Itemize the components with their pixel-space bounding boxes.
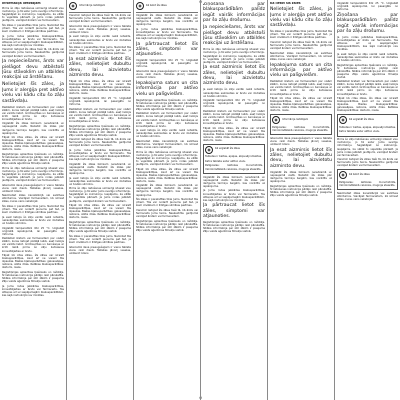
header-text: Informācija lietotājam (282, 117, 309, 121)
paragraph: Uzglabāt temperatūrā līdz 25 °C. Uzglabāt oriģinālā iepakojumā, lai pasargātu no mitruma. (2, 226, 64, 236)
large-paragraph: Nelietojiet šīs zāles, ja Jums ir alerģija pret aktīvo vielu vai kādu citu šo zāļu sastāvdaļu. (270, 7, 332, 29)
paragraph: Pastāstiet ārstam vai farmaceitam par visām zālēm, kuras lietojat pēdējā laikā, esat lietojis vai varētu lietot. Grūtniecības un barošanas ar krūti laikā pirms šo zāļu lietošanas konsultējieties ar ārstu. (337, 80, 398, 96)
paragraph: Pastāstiet ārstam vai farmaceitam par visām zālēm, kuras lietojat pēdējā laikā, esat lietojis vai varētu lietot. Grūtniecības un barošanas ar krūti laikā pirms šo zāļu lietošanas konsultējieties ar ārstu. (203, 109, 265, 126)
large-paragraph: Ja pārtraucat lietot šīs zāles, simptomi var atjaunoties. (203, 203, 265, 220)
note: Palīgvielas: laktozes monohidrāts, mikrokristāliskā celuloze, magnija stearāts. (205, 164, 263, 171)
logo-icon (339, 116, 347, 124)
paragraph: Vienmēr lietojiet šīs zāles tieši tā, kā ārsts vai farmaceits Jums teicis. Neskaidrību gadījumā vaicājiet ārstam vai farmaceitam. (337, 158, 398, 168)
logo-icon (339, 171, 347, 179)
text-column-6 (337, 2, 398, 398)
paragraph: Pirms šo zāļu lietošanas uzmanīgi izlasiet visu instrukciju, jo tā satur Jums svarīgu informāciju. Saglabājiet šo instrukciju. Iespējams, ka vēlāk to vajadzēs pārlasīt. Ja Jums rodas jebkādi jautājumi, vaicājiet ārstam vai farmaceitam. (337, 138, 398, 157)
header-text: Kā uzglabāt šīs zāles (215, 147, 240, 151)
paragraph: Tāpat kā citas zāles, šīs zāles var izraisīt blakusparādības, kaut arī ne visiem tās izpaužas. Biežas blakusparādības: galvassāpes, reibonis, slikta dūša. Retākas blakusparādības: izsitumi, nieze. (69, 204, 131, 220)
paragraph: Reģistrācijas apliecības īpašnieks un ražotājs. Šī lietošanas instrukcija pēdējo reizi pārskatīta. Sīkāka informācija par šīm zālēm ir pieejama Zāļu valsts aģentūras tīmekļa vietnē. (69, 124, 131, 137)
column-divider (334, 0, 335, 400)
text-column-3 (136, 2, 198, 398)
text-column-2 (69, 2, 131, 398)
text-column-5 (270, 2, 332, 398)
paragraph: Ieteicamā deva pieaugušajiem ir viena tablete vienu reizi dienā. Tabletes jānorij veselas, uzdzerot ūdeni. (69, 24, 131, 34)
paragraph: Uzglabāt šīs zāles bērniem neredzamā un nepieejamā vietā. Nelietot šīs zāles pēc derīguma termiņa beigām, kas norādīts uz iepakojuma. (270, 170, 332, 183)
paragraph: Uzglabāt temperatūrā līdz 25 °C. Uzglabāt oriģinālā iepakojumā, lai pasargātu no mitruma. (69, 96, 131, 107)
info-box (270, 114, 332, 135)
column-divider (200, 0, 201, 400)
paragraph: Neizmetiet zāles kanalizācijā vai sadzīves atkritumos. Vaicājiet farmaceitam, kā izmest zāles, kuras vairs nelietojat. (2, 194, 64, 204)
paragraph: Reģistrācijas apliecības īpašnieks un ražotājs. Šī lietošanas instrukcija pēdējo reizi pārskatīta. Sīkāka informācija par šīm zālēm ir pieejama Zāļu valsts aģentūras tīmekļa vietnē. (203, 221, 265, 234)
header-text: Kā uzglabāt šīs zāles (349, 117, 374, 121)
paragraph: Ieteicamā deva pieaugušajiem ir viena tablete vienu reizi dienā. Tabletes jānorij veselas, uzdzerot ūdeni. (2, 183, 64, 193)
rule (136, 12, 198, 13)
paragraph: Reģistrācijas apliecības īpašnieks un ražotājs. Šī lietošanas instrukcija pēdējo reizi pārskatīta. Sīkāka informācija par šīm zālēm ir pieejama Zāļu valsts aģentūras tīmekļa vietnē. (337, 63, 398, 79)
paragraph: Šīs zāles ir parakstītas tikai Jums. Nedodiet tās citiem. Tās var nodarīt ļaunumu pat tad, ja šiem cilvēkiem ir līdzīgas slimības pazīmes. (270, 30, 332, 40)
paragraph: Reģistrācijas apliecības īpašnieks un ražotājs. Šī lietošanas instrukcija pēdējo reizi pārskatīta. Sīkāka informācija par šīm zālēm ir pieejama Zāļu valsts aģentūras tīmekļa vietnē. (2, 153, 64, 166)
paragraph: Uzglabāt šīs zāles bērniem neredzamā un nepieejamā vietā. Nelietot šīs zāles pēc derīguma termiņa beigām, kas norādīts uz iepakojuma. (2, 122, 64, 135)
paragraph: Pirms šo zāļu lietošanas uzmanīgi izlasiet visu instrukciju, jo tā satur Jums svarīgu informāciju. Saglabājiet šo instrukciju. Iespējams, ka vēlāk to vajadzēs pārlasīt. Ja Jums rodas jebkādi jautājumi, vaicājiet ārstam vai farmaceitam. (136, 150, 198, 166)
paragraph: Ja Jums rodas jebkādas blakusparādības, konsultējieties ar ārstu vai farmaceitu. Tas attiecas arī uz iespējamajām blakusparādībām, kas šajā instrukcijā nav minētas. (2, 284, 64, 297)
paragraph: Šīs zāles ir parakstītas tikai Jums. Nedodiet tās citiem. Tās var nodarīt ļaunumu pat tad, ja šiem cilvēkiem ir līdzīgas slimības pazīmes. (69, 46, 131, 56)
paragraph: Reģistrācijas apliecības īpašnieks un ražotājs. Šī lietošanas instrukcija pēdējo reizi pārskatīta. Sīkāka informācija par šīm zālēm ir pieejama Zāļu valsts aģentūras tīmekļa vietnē. (136, 219, 198, 232)
paragraph: Ja Jums rodas jebkādas blakusparādības, konsultējieties ar ārstu vai farmaceitu. Tas attiecas arī uz iespējamajām blakusparādībām, kas šajā instrukcijā nav minētas. (203, 189, 265, 202)
rule (69, 12, 131, 13)
paragraph: Pastāstiet ārstam vai farmaceitam par visām zālēm, kuras lietojat pēdējā laikā, esat lietojis vai varētu lietot. Grūtniecības un barošanas ar krūti laikā pirms šo zāļu lietošanas konsultējieties ar ārstu. (136, 112, 198, 128)
paragraph: Tāpat kā citas zāles, šīs zāles var izraisīt blakusparādības, kaut arī ne visiem tās izpaužas. Biežas blakusparādības: galvassāpes, reibonis, slikta dūša. Retākas blakusparādības: izsitumi, nieze. (136, 167, 198, 183)
paragraph: Uzglabāt temperatūrā līdz 25 °C. Uzglabāt oriģinālā iepakojumā, lai pasargātu no mitruma. (136, 59, 198, 69)
header-text: Kā lietot šīs zāles (146, 3, 167, 7)
column-divider (267, 0, 268, 400)
paragraph: Ja esat lietojis šo zāļu vairāk nekā noteikts, nekavējoties sazinieties ar ārstu vai dodieties uz tuvāko slimnīcu. (136, 129, 198, 139)
large-paragraph: Iepakojuma saturs un cita informācija par aktīvo vielu un palīgvielām. (136, 80, 198, 97)
paragraph: Vienmēr lietojiet šīs zāles tieši tā, kā ārsts vai farmaceits Jums teicis. Neskaidrību gadījumā vaicājiet ārstam vai farmaceitam. (69, 138, 131, 148)
paragraph: Vienmēr lietojiet šīs zāles tieši tā, kā ārsts vai farmaceits Jums teicis. Neskaidrību gadījumā vaicājiet ārstam vai farmaceitam. (270, 41, 332, 51)
paragraph: Uzglabāt šīs zāles bērniem neredzamā un nepieejamā vietā. Nelietot šīs zāles pēc derīguma termiņa beigām, kas norādīts uz iepakojuma. (136, 13, 198, 27)
text-column-1 (2, 2, 64, 398)
logo-icon (136, 2, 144, 10)
large-paragraph: Ja esat aizmirsis lietot šīs zāles, nelietojiet dubultu devu, lai aizvietotu aizmirsto devu. (69, 56, 131, 79)
paragraph: Pastāstiet ārstam vai farmaceitam par visām zālēm, kuras lietojat pēdējā laikā, esat lietojis vai varētu lietot. Grūtniecības un barošanas ar krūti laikā pirms šo zāļu lietošanas konsultējieties ar ārstu. (69, 107, 131, 123)
header-row (205, 146, 263, 154)
large-paragraph: Nelietojiet šīs zāles, ja Jums ir alerģija pret aktīvo vielu vai kādu citu šo zāļu sastāvdaļu. (2, 82, 64, 104)
paragraph: Neizmetiet zāles kanalizācijā vai sadzīves atkritumos. Vaicājiet farmaceitam, kā izmest zāles, kuras vairs nelietojat. (337, 191, 398, 201)
note: Tabletes ir baltas, apaļas, abpusēji izliektas. (339, 125, 396, 129)
paragraph: Ja esat lietojis šo zāļu vairāk nekā noteikts, nekavējoties sazinieties ar ārstu vai dodieties uz tuvāko slimnīcu. (2, 215, 64, 225)
section-heading: Informācija lietotājam (2, 2, 41, 5)
paragraph: Pastāstiet ārstam vai farmaceitam par visām zālēm, kuras lietojat pēdējā laikā, esat lietojis vai varētu lietot. Grūtniecības un barošanas ar krūti laikā pirms šo zāļu lietošanas konsultējieties ar ārstu. (2, 237, 64, 253)
paragraph: Pastāstiet ārstam vai farmaceitam par visām zālēm, kuras lietojat pēdējā laikā, esat lietojis vai varētu lietot. Grūtniecības un barošanas ar krūti laikā pirms šo zāļu lietošanas konsultējieties ar ārstu. (270, 80, 332, 96)
registration-mark-top: ⊕ (198, 0, 203, 4)
registration-mark-bottom: ⊕ (198, 395, 203, 400)
logo-icon (272, 116, 280, 124)
large-paragraph: Ziņošana par blakusparādībām palīdz iegūt vairāk informācijas par šo zāļu drošumu. (203, 2, 265, 24)
info-box (337, 169, 398, 190)
paragraph: Ja Jums rodas jebkādas blakusparādības, konsultējieties ar ārstu vai farmaceitu. Tas attiecas arī uz iespējamajām blakusparādībām, kas šajā instrukcijā nav minētas. (136, 27, 198, 40)
paragraph: Ja Jums rodas jebkādas blakusparādības, konsultējieties ar ārstu vai farmaceitu. Tas attiecas arī uz iespējamajām blakusparādībām, kas šajā instrukcijā nav minētas. (337, 35, 398, 52)
large-paragraph: Ja esat aizmirsis lietot šīs zāles, nelietojiet dubultu devu, lai aizvietotu aizmirsto devu. (203, 65, 265, 87)
paragraph: Uzglabāt šīs zāles bērniem neredzamā un nepieejamā vietā. Nelietot šīs zāles pēc derīguma termiņa beigām, kas norādīts uz iepakojuma. (203, 175, 265, 188)
paragraph: Pirms šo zāļu lietošanas uzmanīgi izlasiet visu instrukciju, jo tā satur Jums svarīgu informāciju. Saglabājiet šo instrukciju. Iespējams, ka vēlāk to vajadzēs pārlasīt. Ja Jums rodas jebkādi jautājumi, vaicājiet ārstam vai farmaceitam. (2, 7, 64, 23)
paragraph: Vienmēr lietojiet šīs zāles tieši tā, kā ārsts vai farmaceits Jums teicis. Neskaidrību gadījumā vaicājiet ārstam vai farmaceitam. (69, 13, 131, 24)
info-box (337, 114, 398, 137)
note: Tabletes ir baltas, apaļas, abpusēji izliektas. (205, 155, 262, 159)
header-row (272, 116, 330, 124)
paragraph: Ieteicamā deva pieaugušajiem ir viena tablete vienu reizi dienā. Tabletes jānorij veselas, uzdzerot ūdeni. (270, 136, 332, 146)
header-row (339, 171, 396, 179)
header-row (339, 116, 396, 124)
paragraph: Ja Jums rodas jebkādas blakusparādības, konsultējieties ar ārstu vai farmaceitu. Tas attiecas arī uz iespējamajām blakusparādībām, kas šajā instrukcijā nav minētas. (69, 149, 131, 162)
paragraph: Neizmetiet zāles kanalizācijā vai sadzīves atkritumos. Vaicājiet farmaceitam, kā izmest zāles, kuras vairs nelietojat. (136, 139, 198, 150)
note: Katra tablete satur aktīvo vielu. (339, 130, 381, 134)
paragraph: Tāpat kā citas zāles, šīs zāles var izraisīt blakusparādības, kaut arī ne visiem tās izpaužas. Biežas blakusparādības: galvassāpes, reibonis, slikta dūša. Retākas blakusparādības: izsitumi, nieze. (270, 97, 332, 113)
note: Palīgvielas: laktozes monohidrāts, mikrokristāliskā celuloze, magnija stearāts. (339, 180, 396, 187)
paragraph: Vienmēr lietojiet šīs zāles tieši tā, kā ārsts vai farmaceits Jums teicis. Neskaidrību gadījumā vaicājiet ārstam vai farmaceitam. (2, 48, 64, 58)
paragraph: Neizmetiet zāles kanalizācijā vai sadzīves atkritumos. Vaicājiet farmaceitam, kā izmest zāles, kuras vairs nelietojat. (270, 51, 332, 61)
paragraph: Ja Jums rodas jebkādas blakusparādības, konsultējieties ar ārstu vai farmaceitu. Tas attiecas arī uz iespējamajām blakusparādībām, kas šajā instrukcijā nav minētas. (2, 34, 64, 47)
large-paragraph: Ja nepieciešams, ārsts var pielāgot devu atbilstoši Jūsu stāvoklim un atbildes reakcijai uz ārstēšanu. (2, 59, 64, 81)
paragraph: Tāpat kā citas zāles, šīs zāles var izraisīt blakusparādības, kaut arī ne visiem tās izpaužas. Biežas blakusparādības: galvassāpes, reibonis, slikta dūša. Retākas blakusparādības: izsitumi, nieze. (2, 136, 64, 152)
paragraph: Ja esat lietojis šo zāļu vairāk nekā noteikts, nekavējoties sazinieties ar ārstu vai dodieties uz tuvāko slimnīcu. (337, 52, 398, 62)
header-text: Informācija lietotājam (79, 3, 106, 7)
note: Palīgvielas: laktozes monohidrāts, mikrokristāliskā celuloze, magnija stearāts. (272, 125, 330, 132)
paragraph: Uzglabāt temperatūrā līdz 25 °C. Uzglabāt oriģinālā iepakojumā, lai pasargātu no mitruma. (337, 2, 398, 12)
paragraph: Tāpat kā citas zāles, šīs zāles var izraisīt blakusparādības, kaut arī ne visiem tās izpaužas. Biežas blakusparādības: galvassāpes, reibonis, slikta dūša. Retākas blakusparādības: izsitumi, nieze. (337, 97, 398, 113)
logo-icon (205, 146, 213, 154)
section-heading: Kā lietot šīs zāles (270, 2, 301, 5)
paragraph: Pirms šo zāļu lietošanas uzmanīgi izlasiet visu instrukciju, jo tā satur Jums svarīgu informāciju. Saglabājiet šo instrukciju. Iespējams, ka vēlāk to vajadzēs pārlasīt. Ja Jums rodas jebkādi jautājumi, vaicājiet ārstam vai farmaceitam. (69, 187, 131, 203)
header-row (69, 2, 131, 10)
note: Katra tablete satur aktīvo vielu. (205, 159, 247, 163)
paragraph: Ja esat lietojis šo zāļu vairāk nekā noteikts, nekavējoties sazinieties ar ārstu vai dodieties uz tuvāko slimnīcu. (69, 176, 131, 186)
large-paragraph: Ja esat aizmirsis lietot šīs zāles, nelietojiet dubultu devu, lai aizvietotu aizmirsto devu. (270, 147, 332, 169)
paragraph: Šīs zāles ir parakstītas tikai Jums. Nedodiet tās citiem. Tās var nodarīt ļaunumu pat tad, ja šiem cilvēkiem ir līdzīgas slimības pazīmes. (136, 198, 198, 208)
logo-icon (69, 2, 77, 10)
paragraph: Ja esat lietojis šo zāļu vairāk nekā noteikts, nekavējoties sazinieties ar ārstu vai dodieties uz tuvāko slimnīcu. (203, 88, 265, 98)
large-paragraph: Ja nepieciešams, ārsts var pielāgot devu atbilstoši Jūsu stāvoklim un atbildes reakcijai uz ārstēšanu. (203, 25, 265, 47)
paragraph: Ieteicamā deva pieaugušajiem ir viena tablete vienu reizi dienā. Tabletes jānorij veselas, uzdzerot ūdeni. (69, 245, 131, 255)
paragraph: Šīs zāles ir parakstītas tikai Jums. Nedodiet tās citiem. Tās var nodarīt ļaunumu pat tad, ja šiem cilvēkiem ir līdzīgas slimības pazīmes. (2, 205, 64, 215)
paragraph: Reģistrācijas apliecības īpašnieks un ražotājs. Šī lietošanas instrukcija pēdējo reizi pārskatīta. Sīkāka informācija par šīm zālēm ir pieejama Zāļu valsts aģentūras tīmekļa vietnē. (69, 221, 131, 234)
large-paragraph: Iepakojuma saturs un cita informācija par aktīvo vielu un palīgvielām. (270, 62, 332, 79)
paragraph: Reģistrācijas apliecības īpašnieks un ražotājs. Šī lietošanas instrukcija pēdējo reizi pārskatīta. Sīkāka informācija par šīm zālēm ir pieejama Zāļu valsts aģentūras tīmekļa vietnē. (2, 270, 64, 284)
paragraph: Ieteicamā deva pieaugušajiem ir viena tablete vienu reizi dienā. Tabletes jānorij veselas, uzdzerot ūdeni. (136, 70, 198, 80)
paragraph: Pirms šo zāļu lietošanas uzmanīgi izlasiet visu instrukciju, jo tā satur Jums svarīgu informāciju. Saglabājiet šo instrukciju. Iespējams, ka vēlāk to vajadzēs pārlasīt. Ja Jums rodas jebkādi jautājumi, vaicājiet ārstam vai farmaceitam. (203, 48, 265, 64)
paragraph: Šīs zāles ir parakstītas tikai Jums. Nedodiet tās citiem. Tās var nodarīt ļaunumu pat tad, ja šiem cilvēkiem ir līdzīgas slimības pazīmes. (2, 23, 64, 34)
paragraph: Uzglabāt šīs zāles bērniem neredzamā un nepieejamā vietā. Nelietot šīs zāles pēc derīguma termiņa beigām, kas norādīts uz iepakojuma. (69, 162, 131, 175)
paragraph: Uzglabāt šīs zāles bērniem neredzamā un nepieejamā vietā. Nelietot šīs zāles pēc derīguma termiņa beigām, kas norādīts uz iepakojuma. (136, 184, 198, 197)
paragraph: Pastāstiet ārstam vai farmaceitam par visām zālēm, kuras lietojat pēdējā laikā, esat lietojis vai varētu lietot. Grūtniecības un barošanas ar krūti laikā pirms šo zāļu lietošanas konsultējieties ar ārstu. (2, 105, 64, 121)
large-paragraph: Ziņošana par blakusparādībām palīdz iegūt vairāk informācijas par šo zāļu drošumu. (337, 12, 398, 34)
paragraph: Šīs zāles ir parakstītas tikai Jums. Nedodiet tās citiem. Tās var nodarīt ļaunumu pat tad, ja šiem cilvēkiem ir līdzīgas slimības pazīmes. (69, 234, 131, 244)
paragraph: Tāpat kā citas zāles, šīs zāles var izraisīt blakusparādības, kaut arī ne visiem tās izpaužas. Biežas blakusparādības: galvassāpes, reibonis, slikta dūša. Retākas blakusparādības: izsitumi, nieze. (69, 80, 131, 96)
text-column-4 (203, 2, 265, 398)
header-row (136, 2, 198, 10)
header-text: Kā lietot šīs zāles (349, 172, 370, 176)
paragraph: Uzglabāt temperatūrā līdz 25 °C. Uzglabāt oriģinālā iepakojumā, lai pasargātu no mitruma. (203, 99, 265, 109)
paragraph: Reģistrācijas apliecības īpašnieks un ražotājs. Šī lietošanas instrukcija pēdējo reizi pārskatīta. Sīkāka informācija par šīm zālēm ir pieejama Zāļu valsts aģentūras tīmekļa vietnē. (270, 184, 332, 197)
column-divider (133, 0, 134, 400)
paragraph: Vienmēr lietojiet šīs zāles tieši tā, kā ārsts vai farmaceits Jums teicis. Neskaidrību gadījumā vaicājiet ārstam vai farmaceitam. (136, 208, 198, 218)
large-paragraph: Ja pārtraucat lietot šīs zāles, simptomi var atjaunoties. (136, 41, 198, 58)
paragraph: Tāpat kā citas zāles, šīs zāles var izraisīt blakusparādības, kaut arī ne visiem tās izpaužas. Biežas blakusparādības: galvassāpes, reibonis, slikta dūša. Retākas blakusparādības: izsitumi, nieze. (2, 254, 64, 270)
column-divider (66, 0, 67, 400)
paragraph: Reģistrācijas apliecības īpašnieks un ražotājs. Šī lietošanas instrukcija pēdējo reizi pārskatīta. Sīkāka informācija par šīm zālēm ir pieejama Zāļu valsts aģentūras tīmekļa vietnē. (136, 98, 198, 111)
paragraph: Ja esat lietojis šo zāļu vairāk nekā noteikts, nekavējoties sazinieties ar ārstu vai dodieties uz tuvāko slimnīcu. (69, 35, 131, 45)
info-box (203, 144, 265, 175)
paragraph: Tāpat kā citas zāles, šīs zāles var izraisīt blakusparādības, kaut arī ne visiem tās izpaužas. Biežas blakusparādības: galvassāpes, reibonis, slikta dūša. Retākas blakusparādības: izsitumi, nieze. (203, 126, 265, 142)
paragraph: Pirms šo zāļu lietošanas uzmanīgi izlasiet visu instrukciju, jo tā satur Jums svarīgu informāciju. Saglabājiet šo instrukciju. Iespējams, ka vēlāk to vajadzēs pārlasīt. Ja Jums rodas jebkādi jautājumi, vaicājiet ārstam vai farmaceitam. (2, 166, 64, 183)
